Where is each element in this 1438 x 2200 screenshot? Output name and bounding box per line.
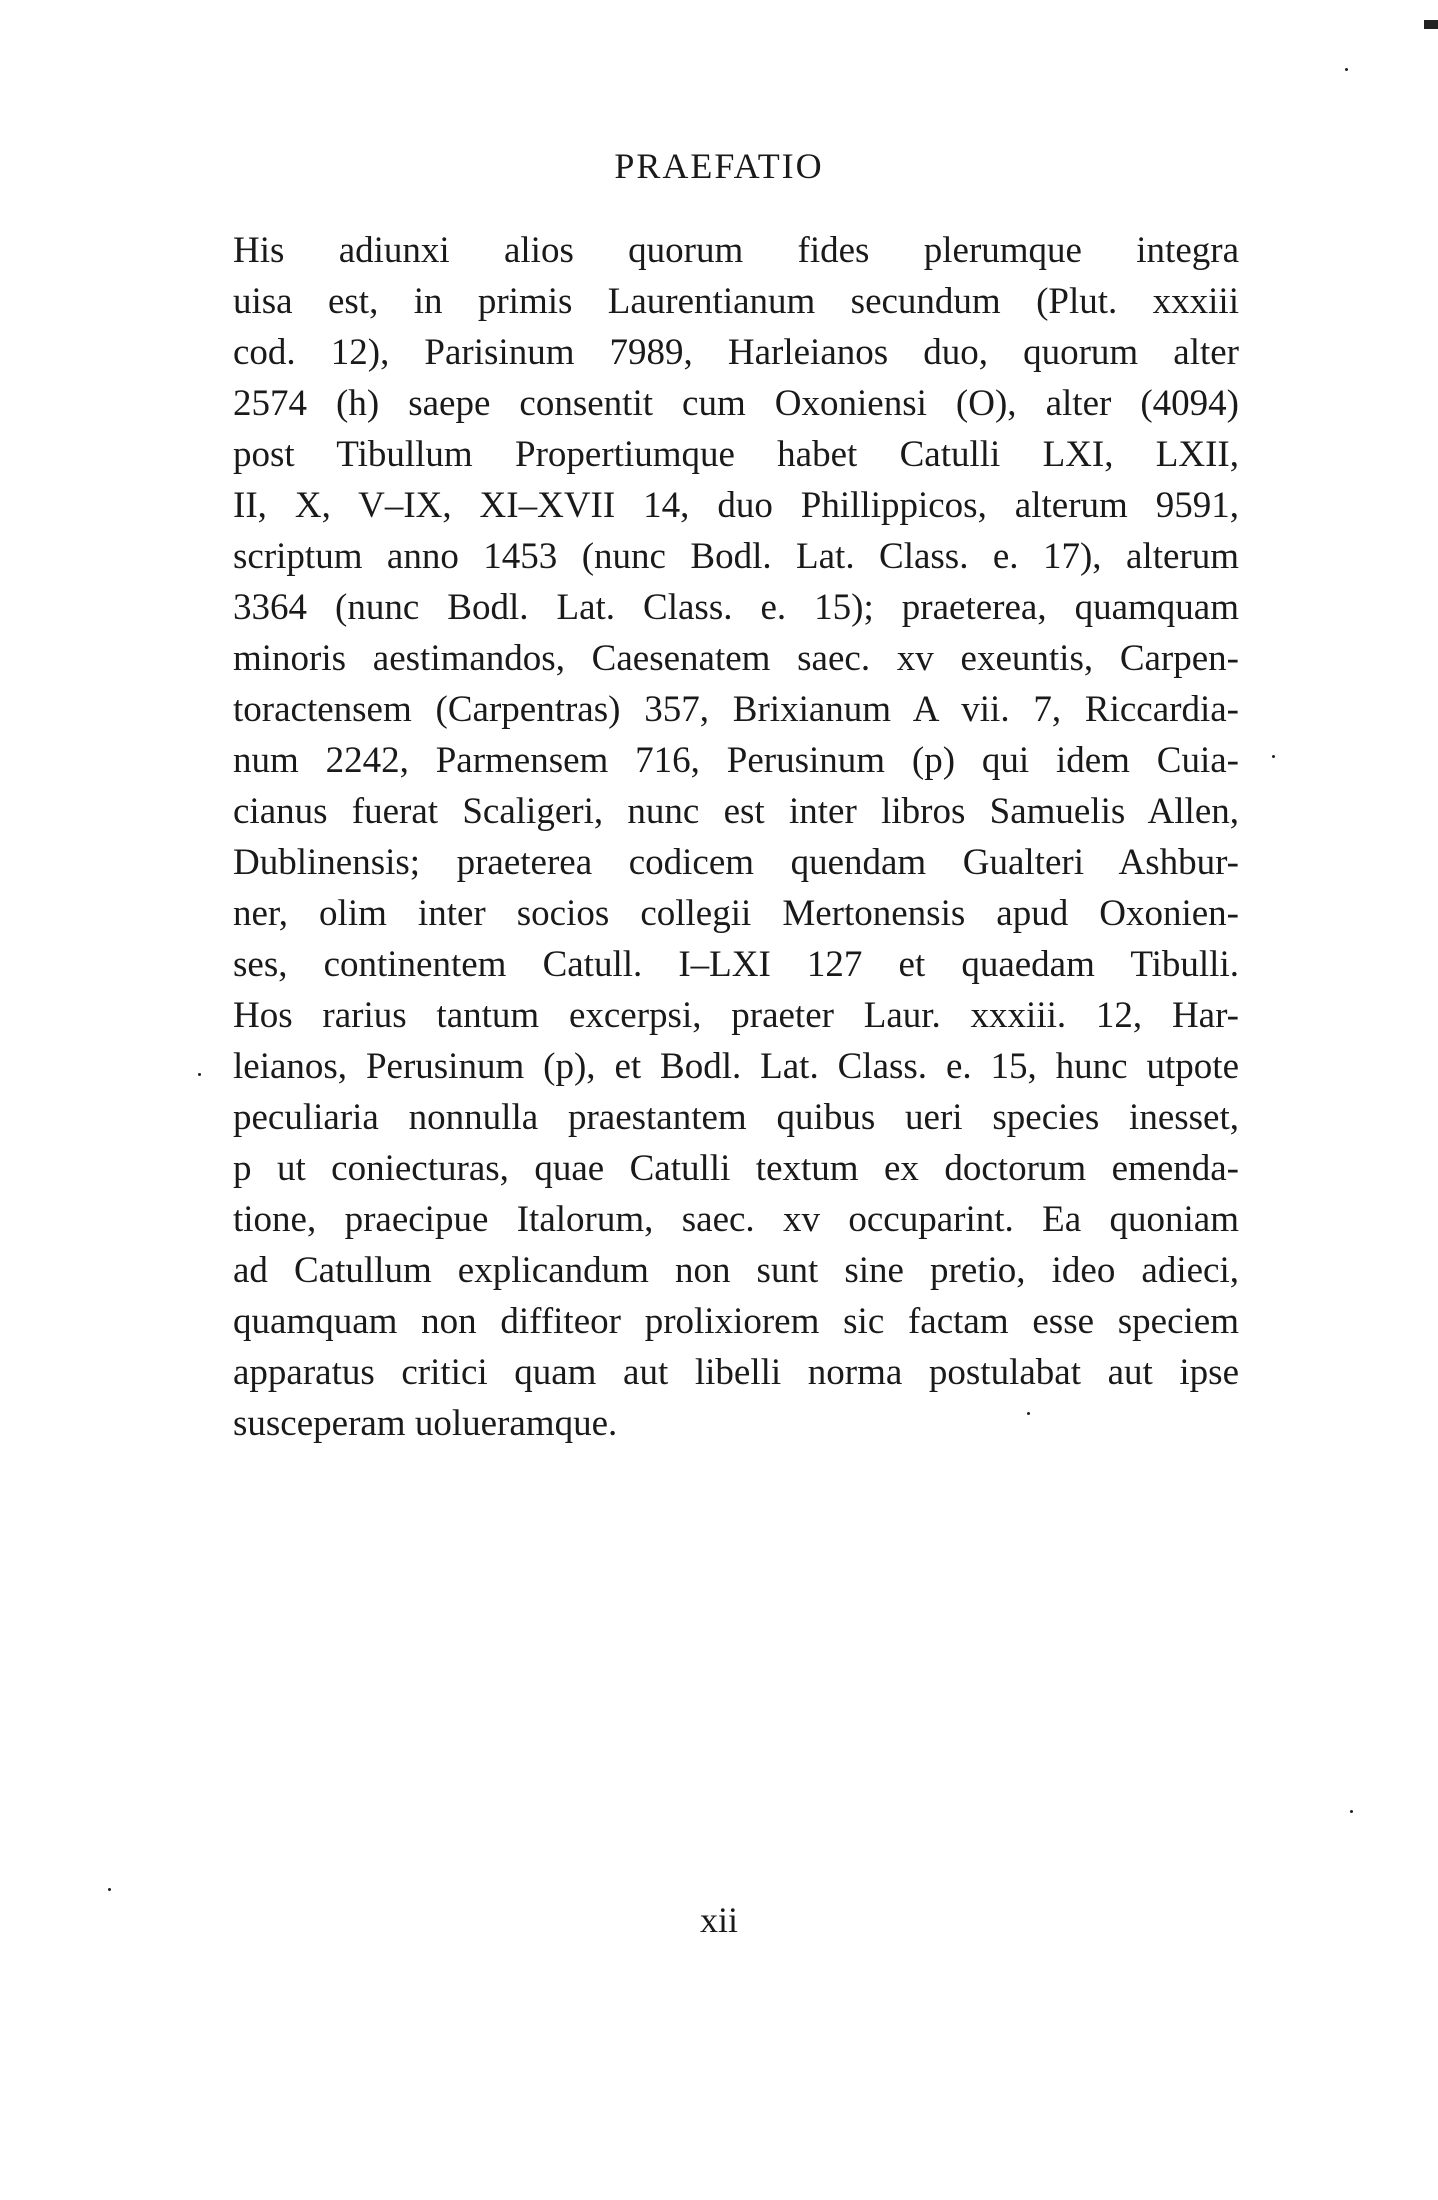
text-line: num 2242, Parmensem 716, Perusinum (p) qui idem Cuia- [233,740,1239,781]
scan-speck [198,1073,201,1076]
text-line: 2574 (h) saepe consentit cum Oxoniensi (O), alter (4094) [233,383,1239,424]
text-line: post Tibullum Propertiumque habet Catulli LXI, LXII, [233,434,1239,475]
text-line: 3364 (nunc Bodl. Lat. Class. e. 15); praeterea, quamquam [233,587,1239,628]
scan-speck [108,1888,111,1891]
text-line: Dublinensis; praeterea codicem quendam Gualteri Ashbur- [233,842,1239,883]
text-line: toractensem (Carpentras) 357, Brixianum A vii. 7, Riccardia- [233,689,1239,730]
text-line: ses, continentem Catull. I–LXI 127 et quaedam Tibulli. [233,944,1239,985]
text-line: apparatus critici quam aut libelli norma postulabat aut ipse [233,1352,1239,1393]
preface-paragraph [233,225,1239,1449]
text-line: tione, praecipue Italorum, saec. xv occuparint. Ea quoniam [233,1199,1239,1240]
text-line: His adiunxi alios quorum fides plerumque integra [233,230,1239,271]
text-line: uisa est, in primis Laurentianum secundum (Plut. xxxiii [233,281,1239,322]
page-number: xii [699,1900,738,1940]
text-line: II, X, V–IX, XI–XVII 14, duo Phillippicos, alterum 9591, [233,485,1239,526]
text-line: ner, olim inter socios collegii Mertonensis apud Oxonien- [233,893,1239,934]
running-title: PRAEFATIO [614,146,824,186]
text-line: cod. 12), Parisinum 7989, Harleianos duo, quorum alter [233,332,1239,373]
text-line: scriptum anno 1453 (nunc Bodl. Lat. Class. e. 17), alterum [233,536,1239,577]
text-line: p ut coniecturas, quae Catulli textum ex doctorum emenda- [233,1148,1239,1189]
scan-speck [1272,755,1275,758]
text-line: susceperam uolueramque. [233,1403,618,1444]
text-line: leianos, Perusinum (p), et Bodl. Lat. Class. e. 15, hunc utpote [233,1046,1239,1087]
text-line: quamquam non diffiteor prolixiorem sic factam esse speciem [233,1301,1239,1342]
text-line: minoris aestimandos, Caesenatem saec. xv exeuntis, Carpen- [233,638,1239,679]
text-line: cianus fuerat Scaligeri, nunc est inter libros Samuelis Allen, [233,791,1239,832]
text-line: peculiaria nonnulla praestantem quibus ueri species inesset, [233,1097,1239,1138]
scan-edge-mark [1424,20,1438,29]
scan-speck [1345,68,1348,71]
text-line: Hos rarius tantum excerpsi, praeter Laur. xxxiii. 12, Har- [233,995,1239,1036]
text-line: ad Catullum explicandum non sunt sine pretio, ideo adieci, [233,1250,1239,1291]
scan-speck [1027,1412,1030,1415]
scan-speck [1350,1810,1353,1813]
